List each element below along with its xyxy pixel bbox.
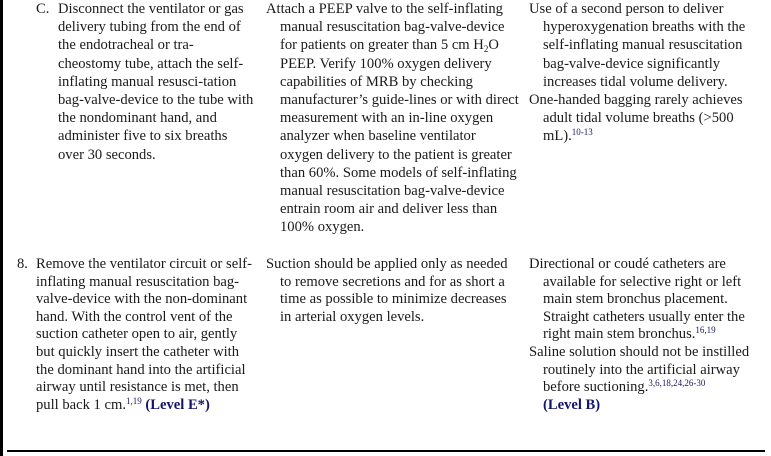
evidence-level: (Level E*): [145, 396, 210, 413]
reference-superscript: 1,19: [125, 395, 142, 406]
rationale-cell: [266, 0, 520, 237]
rationale-text-part1: Attach a PEEP valve to the self-inflating manual resuscitation bag-valve-device for patients on greater than 5 cm H: [266, 1, 505, 54]
note-item: [529, 256, 766, 344]
note-item: [529, 91, 766, 146]
rationale-text-part2: O PEEP. Verify 100% oxygen delivery capabilities of MRB by checking manufacturer’s guide-lines or with direct measurement with an in-line oxygen analyzer when baseline ventilator oxygen delivery to the patient is greater than 60%. Some models of self-inflating manual resuscitation bag-valve-device entrain room air and deliver less than 100% oxygen.: [280, 37, 519, 236]
step-text: Disconnect the ventilator or gas delivery tubing from the end of the endotracheal or tra-cheostomy tube, attach the self-inflating manual resusci-tation bag-valve-device to the tube with the nondominant hand, and administer five to six breaths over 30 seconds.: [58, 1, 254, 163]
reference-superscript: 3,6,18,24,26-30: [648, 378, 706, 389]
step-number: 8.: [17, 256, 28, 272]
notes-cell: [529, 0, 766, 146]
rationale-text: [266, 0, 520, 237]
note-item: [529, 0, 766, 91]
subscript-2: 2: [483, 44, 489, 55]
note-text: Use of a second person to deliver hyperoxygenation breaths with the self-inflating manual resuscitation bag-valve-device significantly increases tidal volume delivery.: [529, 1, 746, 90]
step-cell: [17, 256, 256, 414]
rationale-text: Suction should be applied only as needed to remove secretions and for as short a time as possible to minimize decreases in arterial oxygen levels.: [266, 256, 508, 325]
step-text-body: Remove the ventilator circuit or self-inflating manual resuscitation bag-valve-device with the non-dominant hand. With the control vent of the suction catheter open to air, gently but quickly insert the catheter with the dominant hand into the artificial airway until resistance is met, then pull back 1 cm.: [36, 256, 252, 413]
evidence-level: (Level B): [543, 396, 601, 413]
step-cell: [36, 0, 256, 164]
note-text: Directional or coudé catheters are available for selective right or left main stem bronchus placement. Straight catheters usually enter the right main stem bronchus.: [529, 256, 745, 343]
left-margin-bar: [0, 0, 3, 456]
rationale-cell: [266, 256, 520, 326]
table-bottom-rule: [7, 450, 765, 452]
note-text: Saline solution should not be instilled routinely into the artificial airway before suctioning.: [529, 343, 750, 396]
step-number: C.: [36, 1, 50, 17]
reference-superscript: 16,19: [695, 325, 716, 336]
note-text: One-handed bagging rarely achieves adult tidal volume breaths (>500 mL).: [529, 92, 743, 145]
notes-cell: [529, 256, 766, 414]
reference-superscript: 10-13: [571, 127, 593, 138]
step-text: [17, 256, 256, 414]
note-item: [529, 344, 766, 414]
